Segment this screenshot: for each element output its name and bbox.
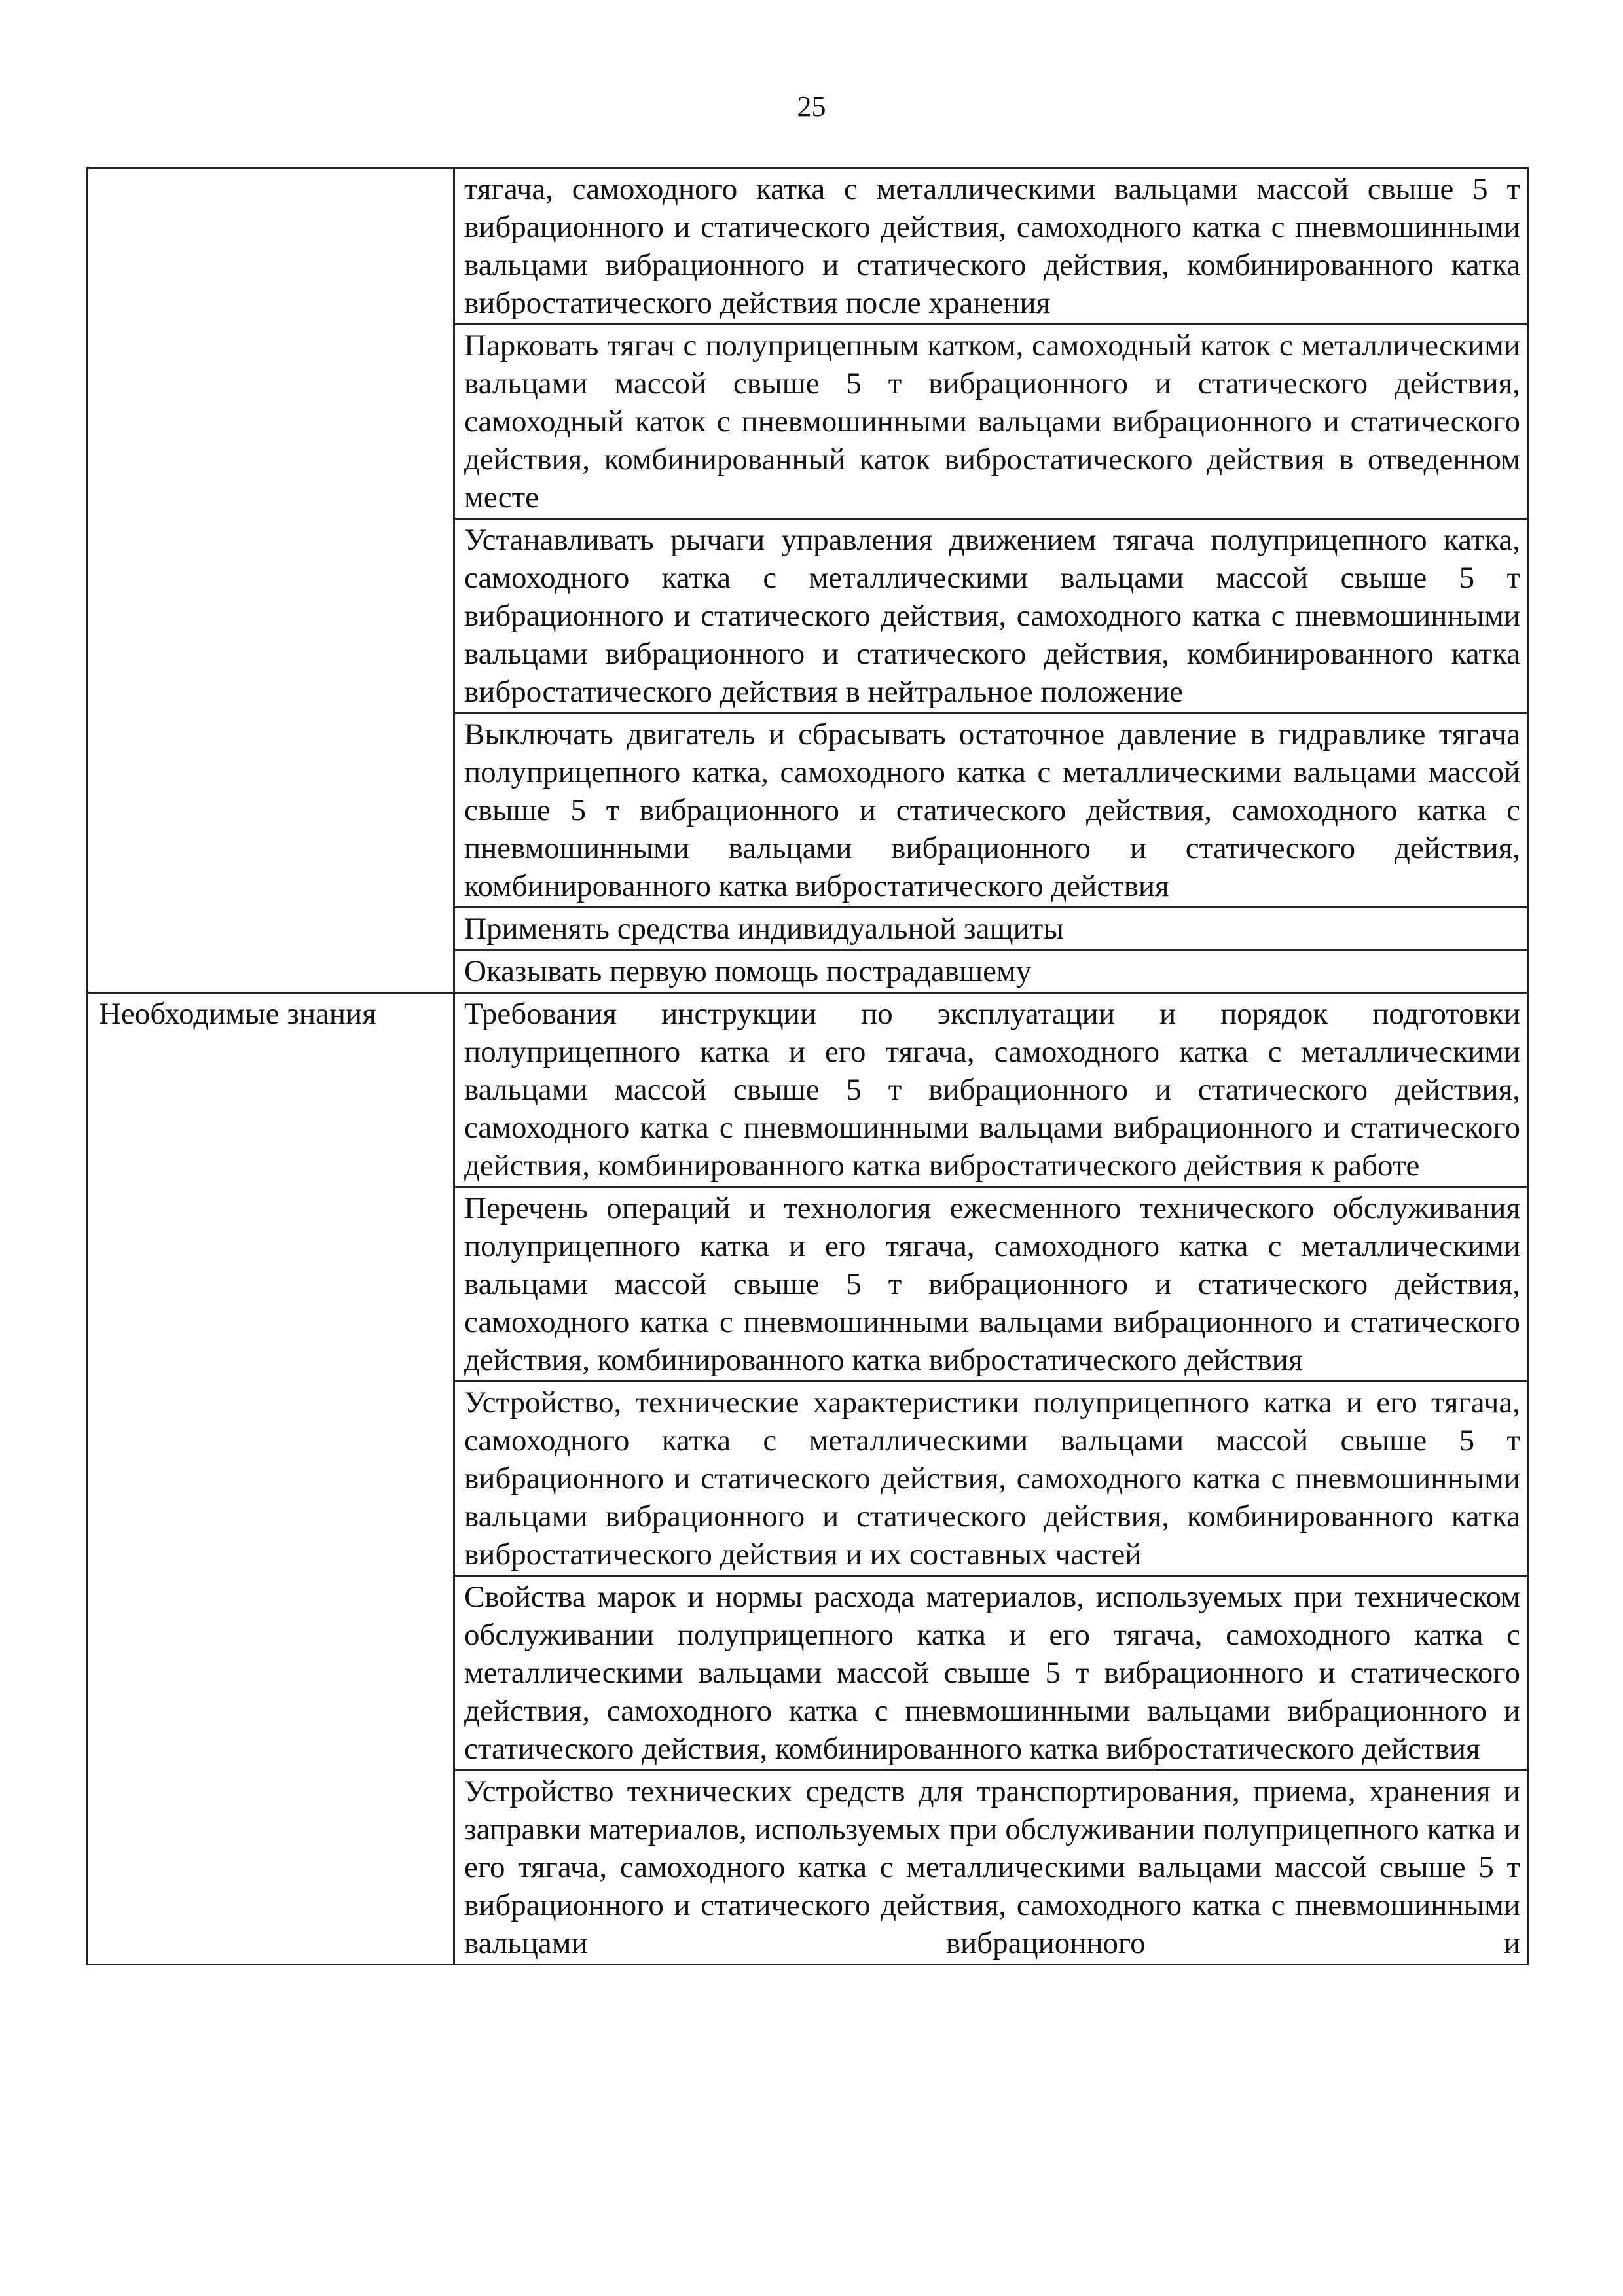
table-cell: [454, 1187, 1528, 1382]
table-cell: [454, 713, 1528, 908]
cell-text: Перечень операций и технология ежесменного технического обслуживания полуприцепного катка и его тягача, самоходного катка с металлическими вальцами массой свыше 5 т вибрационного и статического действия, самоходного катка с пневмошинными вальцами вибрационного и статического действия, комбинированного катка вибростатического действия: [464, 1191, 1520, 1377]
cell-text: тягача, самоходного катка с металлическими вальцами массой свыше 5 т вибрационного и статического действия, самоходного катка с пневмошинными вальцами вибрационного и статического действия, комбинированного катка вибростатического действия после хранения: [464, 172, 1520, 320]
cell-text: Оказывать первую помощь пострадавшему: [464, 954, 1032, 988]
cell-text: Парковать тягач с полуприцепным катком, самоходный каток с металлическими вальцами массой свыше 5 т вибрационного и статического действия, самоходный каток с пневмошинными вальцами вибрационного и статического действия, комбинированный каток вибростатического действия в отведенном месте: [464, 329, 1520, 514]
cell-text: Применять средства индивидуальной защиты: [464, 912, 1064, 946]
table-cell: [454, 168, 1528, 325]
cell-text: Требования инструкции по эксплуатации и порядок подготовки полуприцепного катка и его тягача, самоходного катка с металлическими вальцами массой свыше 5 т вибрационного и статического действия, самоходного катка с пневмошинными вальцами вибрационного и статического действия, комбинированного катка вибростатического действия к работе: [464, 997, 1520, 1183]
cell-text: Устанавливать рычаги управления движением тягача полуприцепного катка, самоходного катка с металлическими вальцами массой свыше 5 т вибрационного и статического действия, самоходного катка с пневмошинными вальцами вибрационного и статического действия, комбинированного катка вибростатического действия в нейтральное положение: [464, 523, 1520, 709]
section-heading-cell: [88, 168, 454, 993]
table-cell: [454, 950, 1528, 993]
requirements-table: [86, 167, 1529, 1965]
table-row: [88, 993, 1528, 1187]
page-number: 25: [797, 90, 826, 122]
table-cell: [454, 519, 1528, 713]
cell-text: Выключать двигатель и сбрасывать остаточное давление в гидравлике тягача полуприцепного катка, самоходного катка с металлическими вальцами массой свыше 5 т вибрационного и статического действия, самоходного катка с пневмошинными вальцами вибрационного и статического действия, комбинированного катка вибростатического действия: [464, 717, 1520, 903]
table-cell: [454, 908, 1528, 950]
table-cell: [454, 325, 1528, 519]
cell-text: Устройство технических средств для транспортирования, приема, хранения и заправки материалов, используемых при обслуживании полуприцепного катка и его тягача, самоходного катка с металлическими вальцами массой свыше 5 т вибрационного и статического действия, самоходного катка с пневмошинными вальцами вибрационного и: [464, 1774, 1520, 1960]
table-cell: [454, 1576, 1528, 1770]
table-row: [88, 168, 1528, 325]
cell-text: Устройство, технические характеристики полуприцепного катка и его тягача, самоходного катка с металлическими вальцами массой свыше 5 т вибрационного и статического действия, самоходного катка с пневмошинными вальцами вибрационного и статического действия, комбинированного катка вибростатического действия и их составных частей: [464, 1386, 1520, 1571]
table-cell: [454, 1770, 1528, 1965]
table-cell: [454, 1382, 1528, 1576]
section-heading-cell: Необходимые знания: [88, 993, 454, 1965]
cell-text: Свойства марок и нормы расхода материалов, используемых при техническом обслуживании полуприцепного катка и его тягача, самоходного катка с металлическими вальцами массой свыше 5 т вибрационного и статического действия, самоходного катка с пневмошинными вальцами вибрационного и статического действия, комбинированного катка вибростатического действия: [464, 1580, 1520, 1766]
table-cell: [454, 993, 1528, 1187]
